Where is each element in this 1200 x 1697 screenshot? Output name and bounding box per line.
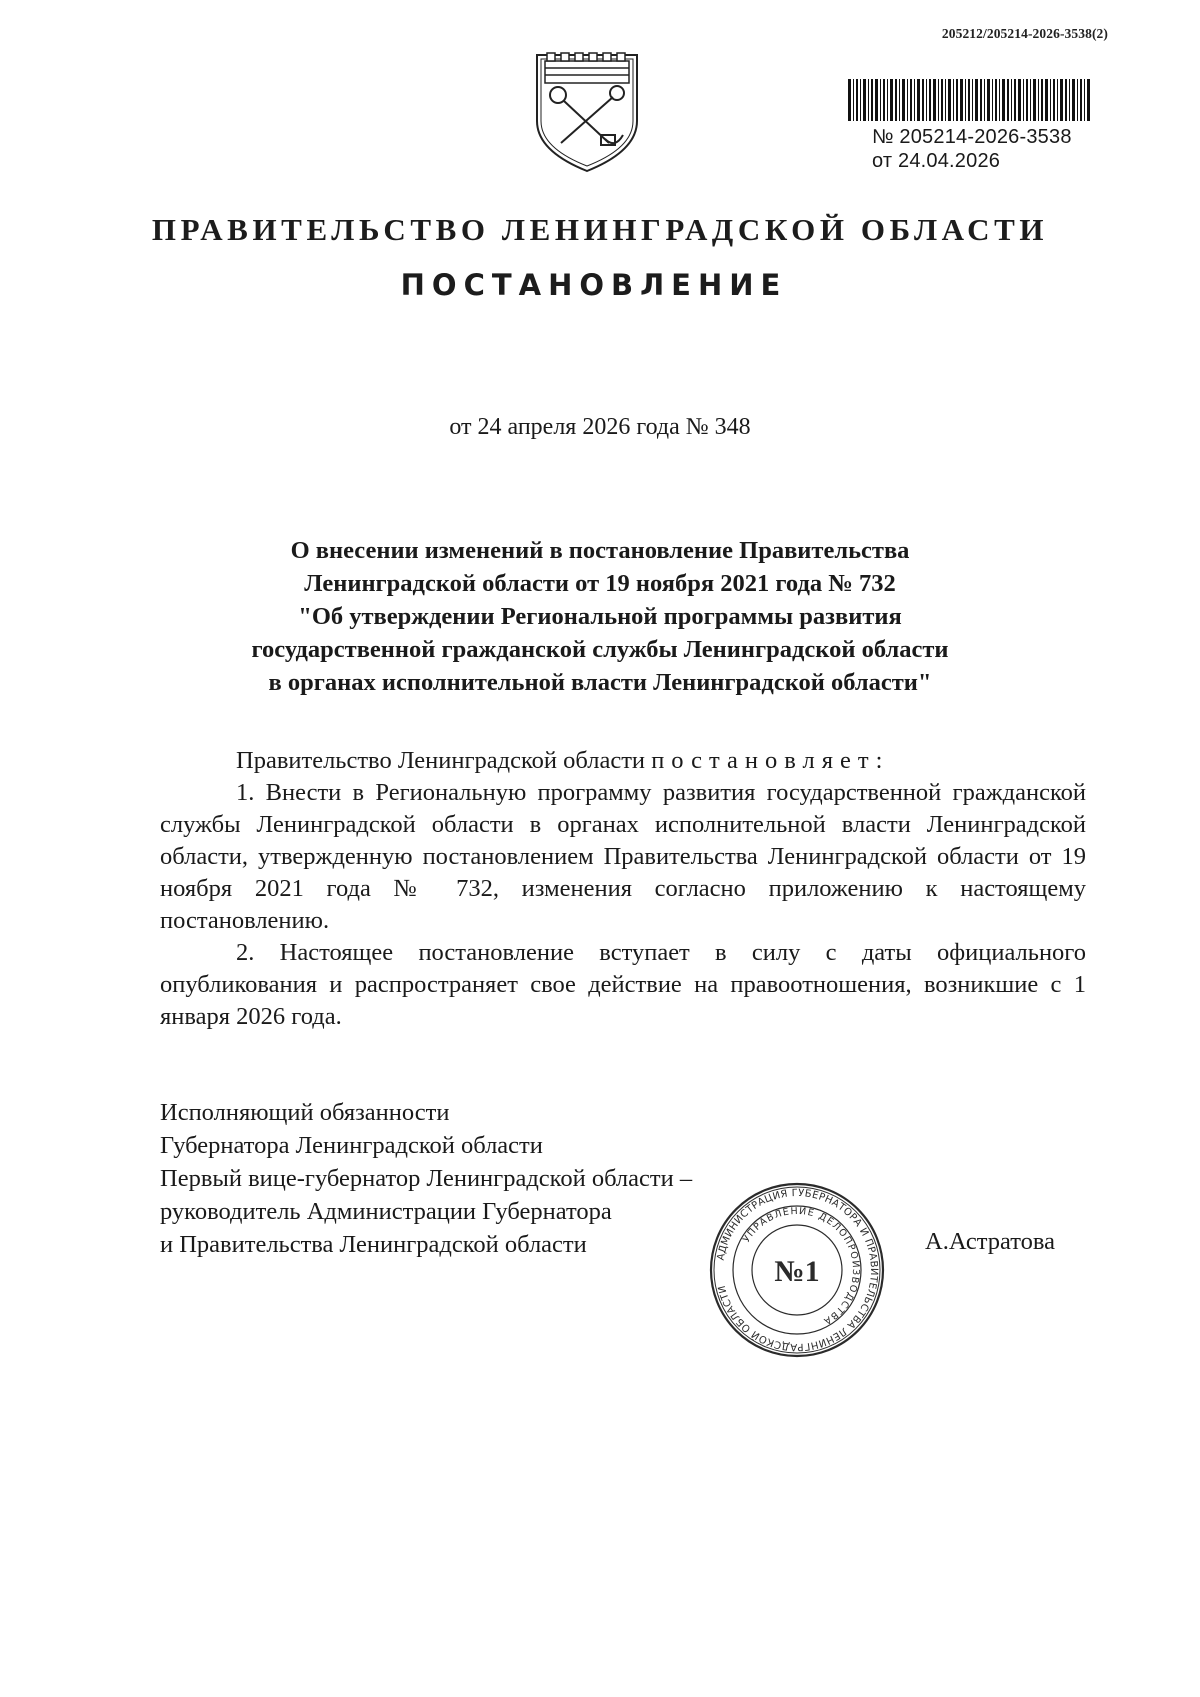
barcode (848, 79, 1091, 121)
document-subject (150, 534, 1050, 699)
coat-of-arms-icon (531, 47, 643, 174)
subject-line: О внесении изменений в постановление Правительства (290, 537, 910, 564)
document-body (160, 745, 1086, 1033)
resolution-item-1: 1. Внести в Региональную программу развития государственной гражданской службы Ленинградской области в органах исполнительной власти Ленинградской области, утвержденную постановлением Правительства Ленинградской области от 19 ноября 2021 года № 732, изменения согласно приложению к настоящему постановлению. (160, 779, 1086, 934)
registration-date: от 24.04.2026 (872, 150, 1001, 172)
signer-title-line: руководитель Администрации Губернатора (160, 1198, 612, 1225)
seal-number: №1 (774, 1255, 820, 1288)
signer-title-line: Первый вице-губернатор Ленинградской области – (160, 1165, 693, 1192)
document-type-title: ПОСТАНОВЛЕНИЕ (400, 268, 788, 302)
subject-line: в органах исполнительной власти Ленинградской области" (268, 669, 932, 696)
signer-name: А.Астратова (925, 1228, 1056, 1255)
registration-number: № 205214-2026-3538 (872, 126, 1072, 148)
resolution-intro-text: Правительство Ленинградской области (236, 747, 646, 774)
subject-line: "Об утверждении Региональной программы развития (298, 603, 902, 630)
resolution-intro (160, 745, 1086, 777)
subject-line: Ленинградской области от 19 ноября 2021 года № 732 (304, 570, 896, 597)
seal-inner-text: УПРАВЛЕНИЕ ДЕЛОПРОИЗВОДСТВА (741, 1205, 862, 1327)
signer-title-line: Исполняющий обязанности (160, 1099, 450, 1126)
official-seal-stamp (707, 1180, 887, 1360)
resolution-item-2: 2. Настоящее постановление вступает в силу с даты официального опубликования и распространяет свое действие на правоотношения, возникшие с 1 января 2026 года. (160, 939, 1086, 1030)
government-title: ПРАВИТЕЛЬСТВО ЛЕНИНГРАДСКОЙ ОБЛАСТИ (151, 212, 1049, 247)
signature-block (160, 1096, 692, 1261)
seal-ring-text: АДМИНИСТРАЦИЯ ГУБЕРНАТОРА И ПРАВИТЕЛЬСТВА ЛЕНИНГРАДСКОЙ ОБЛАСТИ (715, 1187, 880, 1353)
signer-title-line: и Правительства Ленинградской области (160, 1231, 587, 1258)
document-code: 205212/205214-2026-3538(2) (941, 26, 1108, 41)
subject-line: государственной гражданской службы Ленинградской области (251, 636, 949, 663)
document-date-line: от 24 апреля 2026 года № 348 (449, 414, 751, 440)
resolution-verb: постановляет: (651, 747, 890, 774)
signer-title-line: Губернатора Ленинградской области (160, 1132, 543, 1159)
